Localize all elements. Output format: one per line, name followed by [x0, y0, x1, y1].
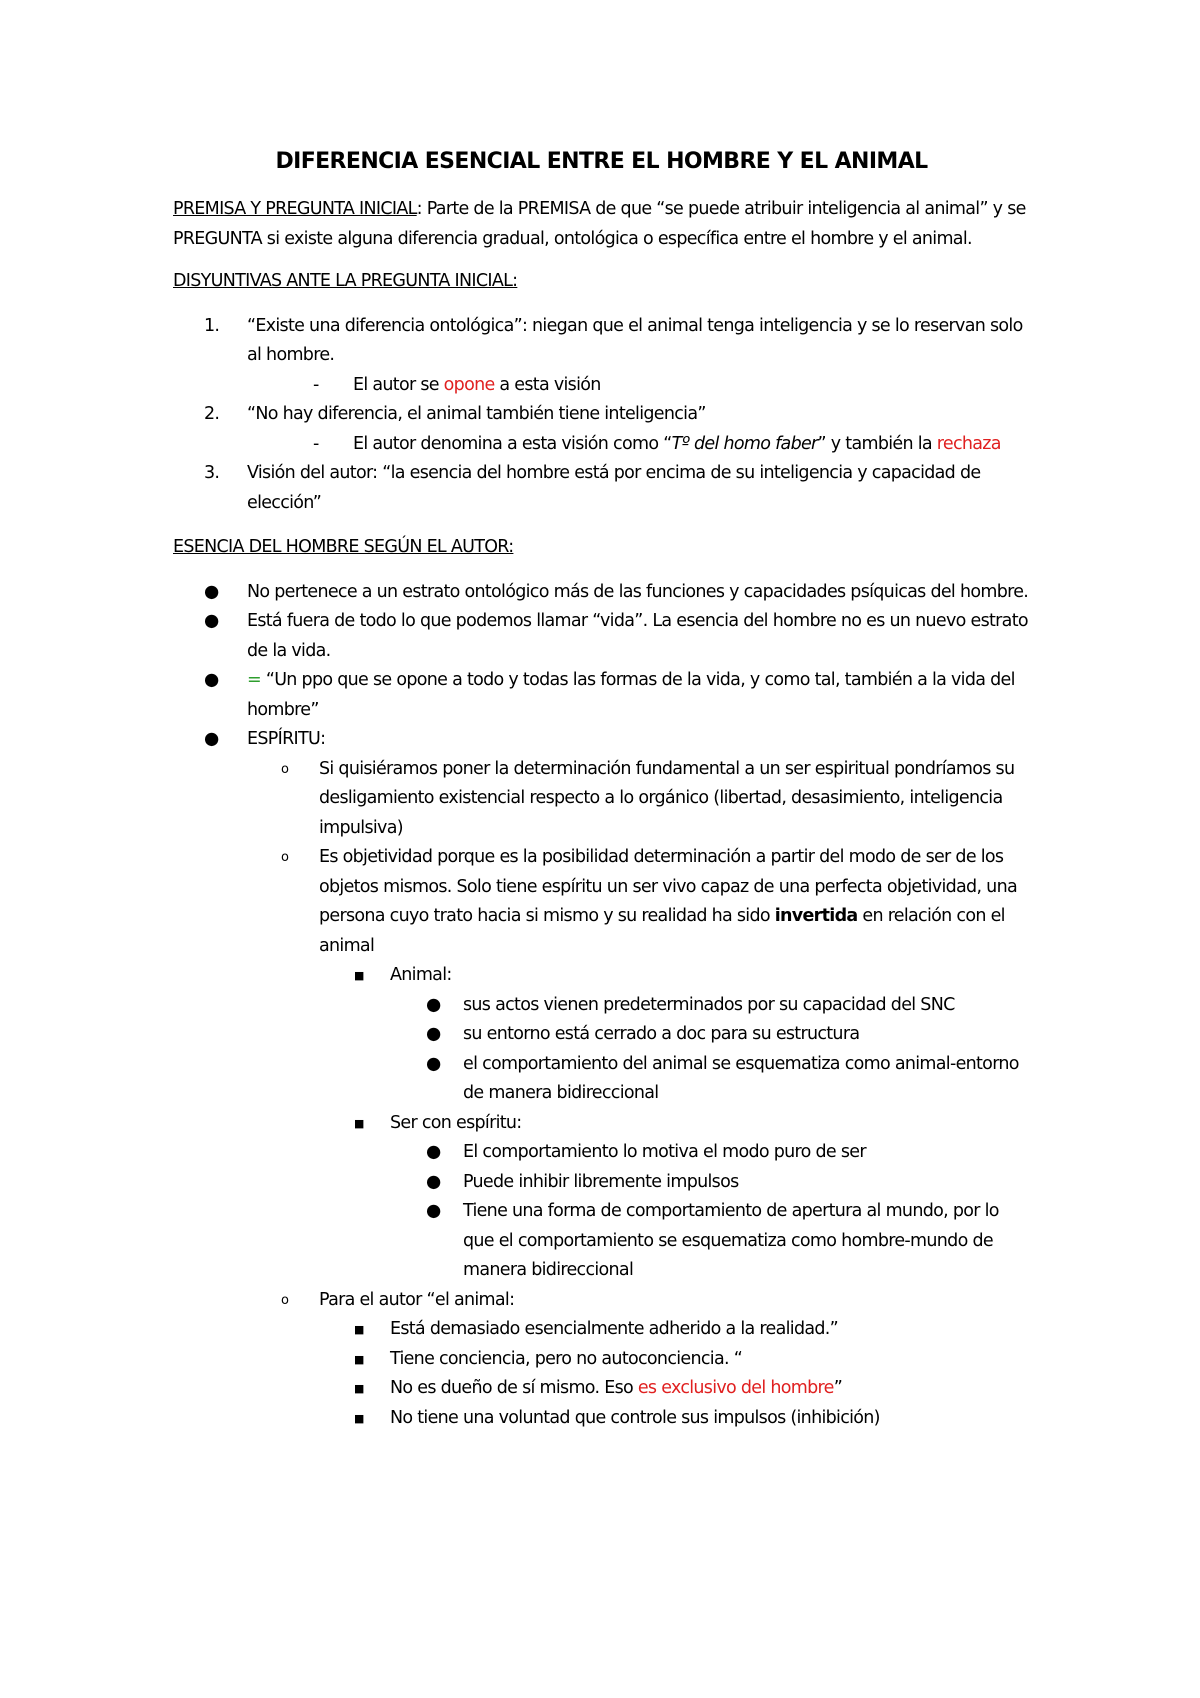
animal-item-text: el comportamiento del animal se esquematiza como animal-entorno de manera bidireccional	[463, 1053, 1019, 1103]
comment-text-before: El autor se	[353, 374, 444, 395]
animal-label-item	[173, 961, 1030, 991]
disyuntiva-text: Visión del autor: “la esencia del hombre está por encima de su inteligencia y capacidad de elección”	[247, 463, 981, 513]
dash-marker: -	[313, 433, 319, 454]
disyuntiva-1-comment	[173, 371, 1030, 401]
espiritu-sub-1	[173, 755, 1030, 844]
bullet-icon: ●	[426, 1201, 441, 1221]
document-body	[173, 147, 1030, 1433]
esencia-heading: ESENCIA DEL HOMBRE SEGÚN EL AUTOR:	[173, 537, 514, 557]
autor-item-2	[173, 1345, 1030, 1375]
square-icon: ■	[354, 1352, 364, 1366]
disyuntiva-text: “Existe una diferencia ontológica”: niegan que el animal tenga inteligencia y se lo reservan solo al hombre.	[247, 315, 1023, 365]
bullet-icon: ●	[426, 1053, 441, 1074]
esencia-list	[173, 578, 1030, 1434]
square-icon: ■	[354, 1382, 364, 1395]
sub-text: Si quisiéramos poner la determinación fundamental a un ser espiritual pondríamos su desligamiento existencial respecto a lo orgánico (libertad, desasimiento, inteligencia impulsiva)	[319, 758, 1015, 838]
bullet-icon: ●	[204, 611, 219, 631]
animal-item-3	[173, 1050, 1030, 1109]
autor-item-text-after: ”	[833, 1378, 843, 1398]
circle-icon: o	[281, 761, 289, 777]
bullet-text: “Un ppo que se opone a todo y todas las formas de la vida, y como tal, también a la vida del hombre”	[247, 670, 1015, 720]
item-number: 1.	[204, 315, 220, 336]
espiritu-sub-2	[173, 843, 1030, 961]
equals-sign: =	[247, 670, 261, 690]
disyuntiva-2-comment	[173, 430, 1030, 460]
bullet-icon: ●	[426, 1142, 441, 1162]
italic-homo-faber: Tº del homo faber	[671, 433, 818, 454]
dash-marker: -	[313, 374, 319, 395]
autor-item-1	[173, 1315, 1030, 1345]
esencia-bullet-espiritu	[173, 725, 1030, 755]
sub-text: Es objetividad porque es la posibilidad determinación a partir del modo de ser de los objetos mismos. Solo tiene espíritu un ser vivo capaz de una perfecta objetividad, una persona cuyo trato hacia si mismo y su realidad ha sido	[319, 847, 1017, 926]
ser-item-2	[173, 1168, 1030, 1198]
circle-icon: o	[281, 850, 289, 865]
comment-text-middle: ” y también la	[817, 433, 937, 454]
ser-item-text: Puede inhibir libremente impulsos	[463, 1171, 739, 1192]
animal-item-text: su entorno está cerrado a doc para su estructura	[463, 1024, 860, 1044]
bullet-icon: ●	[204, 581, 219, 602]
bullet-icon: ●	[204, 729, 219, 749]
bold-invertida: invertida	[774, 906, 858, 926]
ser-label: Ser con espíritu:	[390, 1112, 522, 1133]
ser-item-text: El comportamiento lo motiva el modo puro de ser	[463, 1142, 866, 1162]
esencia-bullet-1	[173, 578, 1030, 608]
square-icon: ■	[354, 1323, 364, 1336]
bullet-icon: ●	[426, 994, 441, 1015]
autor-item-4	[173, 1404, 1030, 1434]
premise-text: Parte de la PREMISA de que “se puede atribuir inteligencia al animal” y se PREGUNTA si existe alguna diferencia gradual, ontológica o específica entre el hombre y el animal.	[173, 199, 1026, 249]
esencia-bullet-ppo	[173, 666, 1030, 725]
highlight-rechaza: rechaza	[936, 433, 1001, 454]
square-icon: ■	[354, 1411, 364, 1425]
espiritu-sub-3	[173, 1286, 1030, 1316]
autor-item-text: No tiene una voluntad que controle sus impulsos (inhibición)	[390, 1407, 880, 1428]
disyuntivas-list	[173, 312, 1030, 519]
sub-text-after: en relación con el animal	[319, 906, 1005, 956]
animal-item-1	[173, 991, 1030, 1021]
bullet-icon: ●	[204, 670, 219, 690]
circle-icon: o	[281, 1292, 289, 1308]
autor-item-text: Tiene conciencia, pero no autoconciencia. “	[390, 1348, 743, 1369]
highlight-exclusivo: es exclusivo del hombre	[637, 1378, 834, 1398]
animal-label: Animal:	[390, 965, 452, 985]
disyuntiva-item-3	[173, 459, 1030, 518]
disyuntiva-text: “No hay diferencia, el animal también tiene inteligencia”	[247, 404, 706, 424]
bullet-icon: ●	[426, 1024, 441, 1044]
premise-colon: :	[416, 199, 422, 219]
esencia-bullet-2	[173, 607, 1030, 666]
autor-item-3	[173, 1374, 1030, 1404]
square-icon: ■	[354, 969, 364, 982]
document-title: DIFERENCIA ESENCIAL ENTRE EL HOMBRE Y EL ANIMAL	[275, 149, 928, 174]
square-icon: ■	[354, 1116, 364, 1130]
item-number: 3.	[204, 463, 220, 483]
premise-paragraph	[173, 195, 1030, 254]
comment-text-before: El autor denomina a esta visión como “	[353, 433, 672, 454]
bullet-text: No pertenece a un estrato ontológico más de las funciones y capacidades psíquicas del hombre.	[247, 581, 1029, 602]
ser-item-text: Tiene una forma de comportamiento de apertura al mundo, por lo que el comportamiento se esquematiza como hombre-mundo de manera bidireccional	[463, 1201, 999, 1280]
ser-label-item	[173, 1109, 1030, 1139]
espiritu-label: ESPÍRITU:	[247, 729, 326, 749]
highlight-opone: opone	[443, 374, 495, 395]
animal-item-2	[173, 1020, 1030, 1050]
disyuntiva-item-1	[173, 312, 1030, 371]
bullet-icon: ●	[426, 1171, 441, 1192]
autor-item-text: Está demasiado esencialmente adherido a la realidad.”	[390, 1319, 839, 1339]
ser-item-3	[173, 1197, 1030, 1286]
ser-item-1	[173, 1138, 1030, 1168]
disyuntiva-item-2	[173, 400, 1030, 430]
autor-item-text-before: No es dueño de sí mismo. Eso	[390, 1378, 638, 1398]
comment-text-after: a esta visión	[494, 374, 601, 395]
sub-text: Para el autor “el animal:	[319, 1289, 515, 1310]
animal-item-text: sus actos vienen predeterminados por su capacidad del SNC	[463, 994, 955, 1015]
disyuntivas-heading: DISYUNTIVAS ANTE LA PREGUNTA INICIAL:	[173, 271, 518, 291]
premise-label: PREMISA Y PREGUNTA INICIAL	[173, 199, 417, 219]
item-number: 2.	[204, 404, 220, 424]
bullet-text: Está fuera de todo lo que podemos llamar “vida”. La esencia del hombre no es un nuevo estrato de la vida.	[247, 611, 1028, 661]
